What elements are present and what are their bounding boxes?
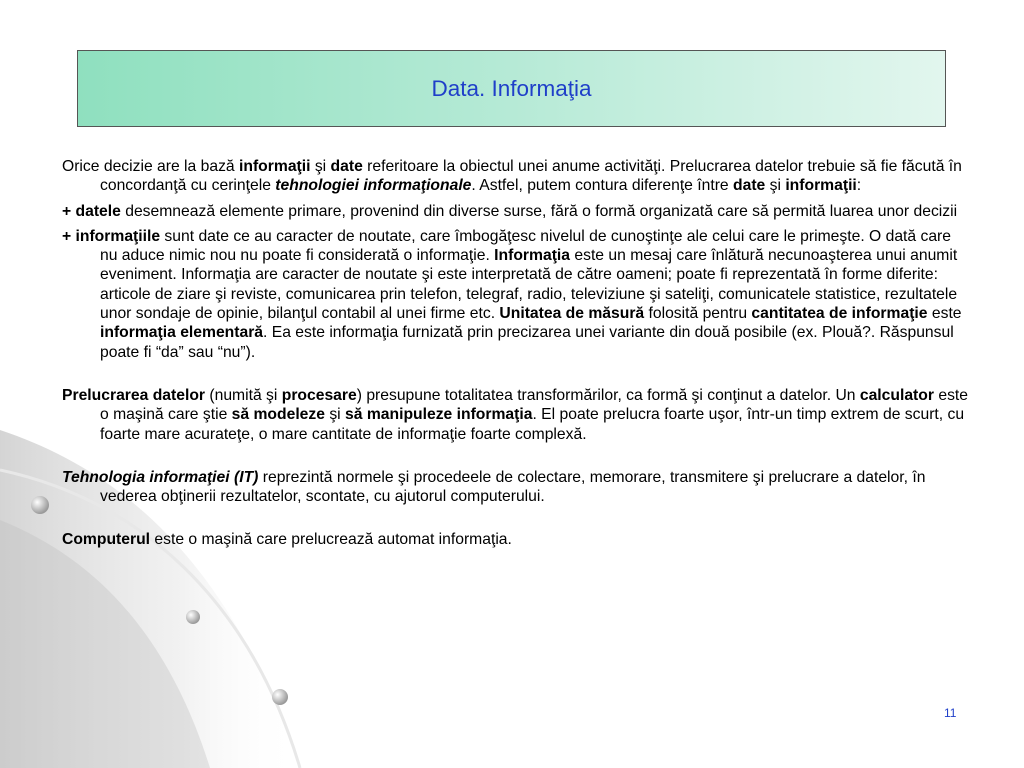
decorative-ball [272,689,288,705]
paragraph-date-informatii: Orice decizie are la bază informaţii şi date referitoare la obiectul unei anume activităţi. Prelucrarea datelor trebuie să fie făcută în concordanţă cu cerinţele tehnologiei informaţionale. Astfel, putem contura diferenţe între date şi informaţii: [62,158,962,195]
decorative-ball [31,496,49,514]
paragraph-datele: + datele desemnează elemente primare, provenind din diverse surse, fără o formă organizată care să permită luarea unor decizii [62,202,958,220]
paragraph-tehnologia-informatiei: Tehnologia informaţiei (IT) reprezintă normele şi procedeele de colectare, memorare, transmitere şi prelucrare a datelor, în vederea obţinerii rezultatelor, scontate, cu ajutorul computerului. [62,468,926,506]
page-number: 11 [944,706,957,720]
paragraph-prelucrarea-datelor: Prelucrarea datelor (numită şi procesare) presupune totalitatea transformărilor, ca formă şi conţinut a datelor. Un calculator este o maşină care ştie să modeleze şi să manipuleze informaţia. El poate prelucra foarte uşor, într-un timp extrem de scurt, cu foarte mare acurateţe, o mare cantitate de informaţie foarte complexă. [62,386,968,443]
slide-body [62,157,968,556]
paragraph-informatiile: + informaţiile sunt date ce au caracter de noutate, care îmbogăţesc nivelul de cunoştinţe ale celui care le primeşte. O dată care nu aduce nimic nou nu poate fi considerată o informaţie. Informaţia este un mesaj care înlătură necunoaşterea unui anumit eveniment. Informaţia are caracter de noutate şi este interpretată de către oameni; poate fi reprezentată în forme diferite: articole de ziare şi reviste, comunicarea prin telefon, telegraf, radio, televiziune şi sateliţi, comunicatele statistice, rezultatele unor sondaje de opinie, bilanţul contabil al unei firme etc. Unitatea de măsură folosită pentru cantitatea de informaţie este informaţia elementară. Ea este informaţia furnizată prin precizarea unei variante din două posibile (ex. Plouă?. Răspunsul poate fi “da” sau “nu”). [62,227,962,361]
decorative-ball [186,610,200,624]
slide-title: Data. Informaţia [431,75,592,101]
title-box [77,50,946,127]
paragraph-computerul: Computerul este o maşină care prelucrează automat informaţia. [62,531,512,549]
